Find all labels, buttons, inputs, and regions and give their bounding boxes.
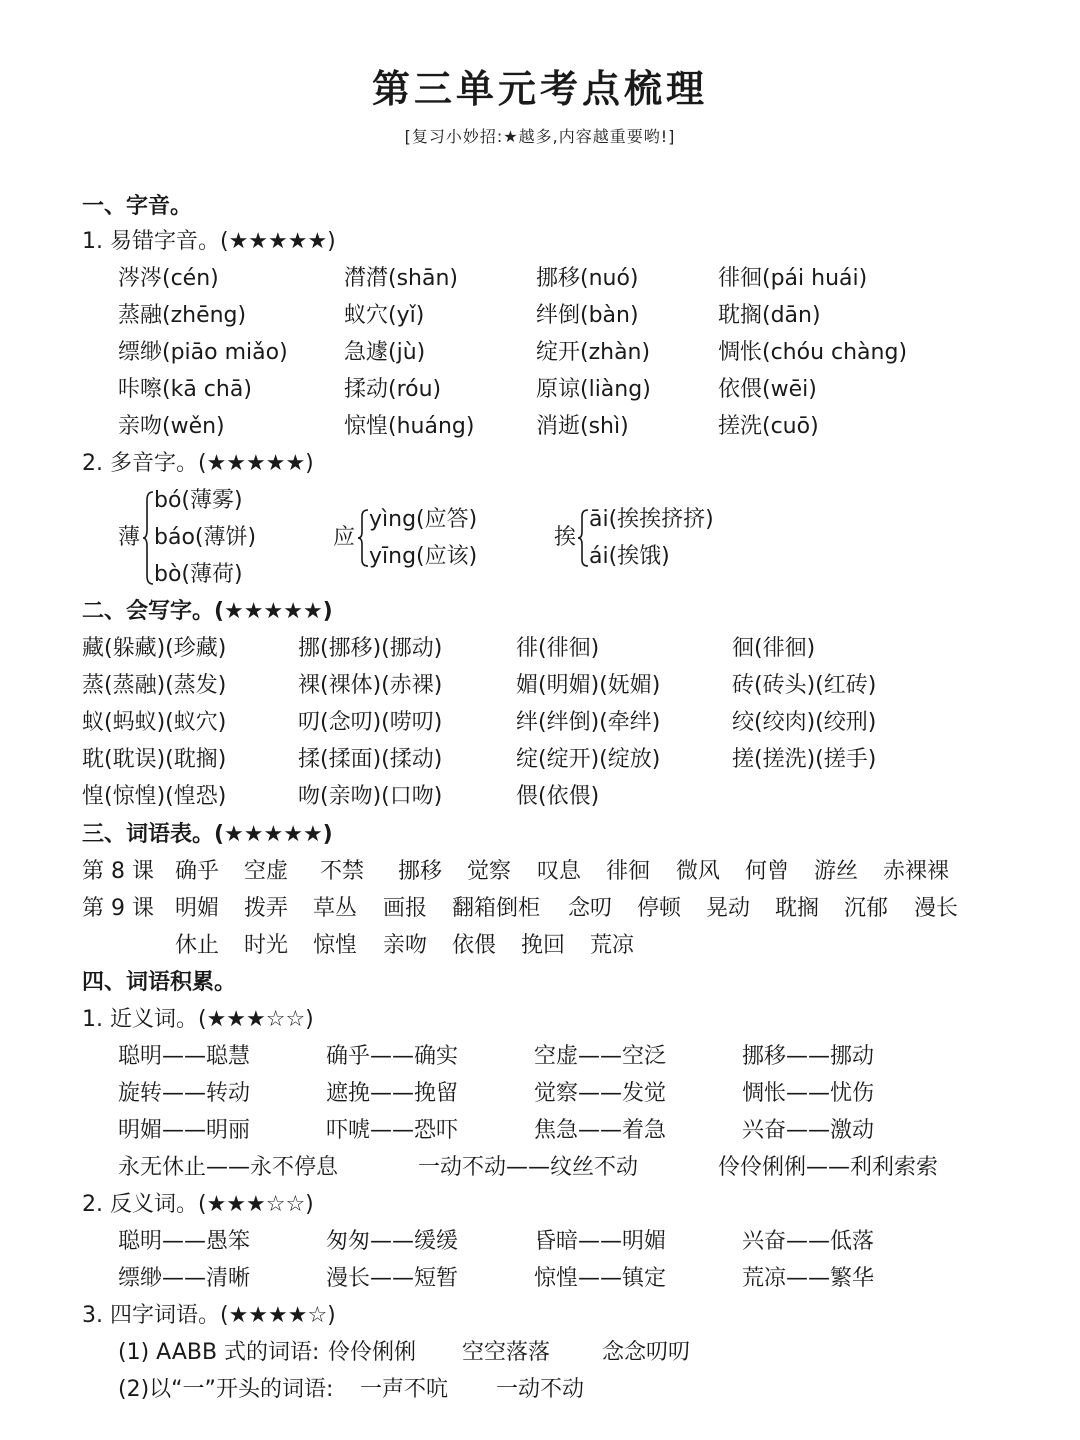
brace-icon [577,508,589,568]
brace-icon [357,508,369,568]
page-title: 第三单元考点梳理 [371,66,708,111]
poly-char-bao: 薄 [118,525,141,550]
synonym-pair: 惆怅——忧伤 [742,1081,875,1106]
antonym-pair: 兴奋——低落 [742,1229,875,1254]
review-tip: [复习小妙招:★越多,内容越重要哟!] [404,127,676,146]
synonym-pair: 永无休止——永不停息 [118,1155,339,1180]
synonym-pair: 确乎——确实 [326,1044,459,1069]
vocab-word: 赤裸裸 [883,859,950,884]
synonym-pair: 一动不动——纹丝不动 [418,1155,639,1180]
vocab-word: 漫长 [914,896,959,921]
section-4-sub1: 1. 近义词。(★★★☆☆) [82,1007,314,1032]
writing-item: 绽(绽开)(绽放) [516,747,661,772]
poly-item: bò(薄荷) [154,562,243,587]
writing-item: 揉(揉面)(揉动) [298,747,443,772]
pronunciation-item: 亲吻(wěn) [118,414,225,439]
writing-item: 蚁(蚂蚁)(蚁穴) [82,710,227,735]
vocab-word: 不禁 [320,859,365,884]
synonym-pair: 明媚——明丽 [118,1118,251,1143]
writing-item: 搓(搓洗)(搓手) [732,747,877,772]
vocab-word: 微风 [676,859,721,884]
four-char-word: 伶伶俐俐 [328,1340,417,1365]
four-char-word: 一动不动 [496,1377,585,1402]
writing-item: 裸(裸体)(赤裸) [298,673,443,698]
pronunciation-item: 揉动(róu) [344,377,442,402]
vocab-word: 惊惶 [313,933,358,958]
writing-item: 挪(挪移)(挪动) [298,636,443,661]
writing-item: 徘(徘徊) [516,636,600,661]
antonym-pair: 惊惶——镇定 [534,1266,667,1291]
four-char-aabb-label: (1) AABB 式的词语: [118,1340,320,1365]
section-1-heading: 一、字音。 [82,194,193,219]
vocab-word: 明媚 [175,896,220,921]
poly-char-ai: 挨 [554,525,577,550]
vocab-word: 挪移 [398,859,443,884]
vocab-word: 叹息 [537,859,582,884]
poly-item: ái(挨饿) [589,544,670,569]
vocab-word: 沉郁 [844,896,889,921]
writing-item: 媚(明媚)(妩媚) [516,673,661,698]
poly-item: bó(薄雾) [154,488,243,513]
section-1-sub2: 2. 多音字。(★★★★★) [82,451,314,476]
vocab-word: 挽回 [521,933,566,958]
pronunciation-item: 惊惶(huáng) [344,414,475,439]
poly-char-ying: 应 [333,525,356,550]
writing-item: 叨(念叨)(唠叨) [298,710,443,735]
four-char-word: 念念叨叨 [602,1340,691,1365]
section-4-sub2: 2. 反义词。(★★★☆☆) [82,1192,314,1217]
section-4-heading: 四、词语积累。 [82,970,237,995]
pronunciation-item: 急遽(jù) [344,340,426,365]
synonym-pair: 挪移——挪动 [742,1044,875,1069]
synonym-pair: 焦急——着急 [534,1118,667,1143]
writing-item: 蒸(蒸融)(蒸发) [82,673,227,698]
pronunciation-item: 绽开(zhàn) [536,340,651,365]
antonym-pair: 缥缈——清晰 [118,1266,251,1291]
antonym-pair: 聪明——愚笨 [118,1229,251,1254]
vocab-word: 空虚 [244,859,289,884]
writing-item: 绞(绞肉)(绞刑) [732,710,877,735]
pronunciation-item: 徘徊(pái huái) [718,266,868,291]
pronunciation-item: 蚁穴(yǐ) [344,303,425,328]
four-char-word: 空空落落 [462,1340,551,1365]
antonym-pair: 昏暗——明媚 [534,1229,667,1254]
pronunciation-item: 耽搁(dān) [718,303,821,328]
pronunciation-item: 缥缈(piāo miǎo) [118,340,288,365]
pronunciation-item: 挪移(nuó) [536,266,639,291]
writing-item: 吻(亲吻)(口吻) [298,784,443,809]
section-1-sub1: 1. 易错字音。(★★★★★) [82,229,336,254]
vocab-word: 依偎 [452,933,497,958]
writing-item: 绊(绊倒)(牵绊) [516,710,661,735]
pronunciation-item: 绊倒(bàn) [536,303,639,328]
poly-item: yìng(应答) [369,507,478,532]
pronunciation-item: 原谅(liàng) [536,377,651,402]
vocab-word: 游丝 [814,859,859,884]
vocab-word: 晃动 [706,896,751,921]
vocab-word: 徘徊 [606,859,651,884]
vocab-word: 确乎 [175,859,220,884]
antonym-pair: 漫长——短暂 [326,1266,459,1291]
vocab-word: 念叨 [568,896,613,921]
synonym-pair: 伶伶俐俐——利利索索 [718,1155,939,1180]
poly-item: āi(挨挨挤挤) [589,507,714,532]
writing-item: 偎(依偎) [516,784,600,809]
vocab-word: 翻箱倒柜 [452,896,541,921]
vocab-word: 耽搁 [775,896,820,921]
writing-item: 惶(惊惶)(惶恐) [82,784,227,809]
vocab-word: 觉察 [467,859,512,884]
writing-item: 徊(徘徊) [732,636,816,661]
pronunciation-item: 依偎(wēi) [718,377,817,402]
antonym-pair: 荒凉——繁华 [742,1266,875,1291]
synonym-pair: 旋转——转动 [118,1081,251,1106]
synonym-pair: 遮挽——挽留 [326,1081,459,1106]
lesson-9-label: 第 9 课 [82,896,154,921]
vocab-word: 亲吻 [383,933,428,958]
poly-item: yīng(应该) [369,544,478,569]
writing-item: 耽(耽误)(耽搁) [82,747,227,772]
vocab-word: 休止 [175,933,220,958]
pronunciation-item: 搓洗(cuō) [718,414,819,439]
writing-item: 藏(躲藏)(珍藏) [82,636,227,661]
section-4-sub3: 3. 四字词语。(★★★★☆) [82,1303,336,1328]
pronunciation-item: 蒸融(zhēng) [118,303,247,328]
pronunciation-item: 消逝(shì) [536,414,629,439]
vocab-word: 停顿 [637,896,682,921]
synonym-pair: 聪明——聪慧 [118,1044,251,1069]
four-char-word: 一声不吭 [360,1377,449,1402]
vocab-word: 荒凉 [590,933,635,958]
lesson-8-label: 第 8 课 [82,859,154,884]
vocab-word: 草丛 [313,896,358,921]
brace-icon [142,490,154,586]
synonym-pair: 吓唬——恐吓 [326,1118,459,1143]
vocab-word: 画报 [383,896,428,921]
four-char-yi-label: (2)以“一”开头的词语: [118,1377,334,1402]
poly-item: báo(薄饼) [154,525,257,550]
synonym-pair: 觉察——发觉 [534,1081,667,1106]
synonym-pair: 兴奋——激动 [742,1118,875,1143]
pronunciation-item: 潸潸(shān) [344,266,458,291]
writing-item: 砖(砖头)(红砖) [732,673,877,698]
pronunciation-item: 涔涔(cén) [118,266,219,291]
section-3-heading: 三、词语表。(★★★★★) [82,822,333,847]
vocab-word: 何曾 [745,859,790,884]
pronunciation-item: 咔嚓(kā chā) [118,377,252,402]
antonym-pair: 匆匆——缓缓 [326,1229,459,1254]
synonym-pair: 空虚——空泛 [534,1044,667,1069]
section-2-heading: 二、会写字。(★★★★★) [82,599,333,624]
vocab-word: 时光 [244,933,289,958]
vocab-word: 拨弄 [244,896,289,921]
pronunciation-item: 惆怅(chóu chàng) [718,340,908,365]
